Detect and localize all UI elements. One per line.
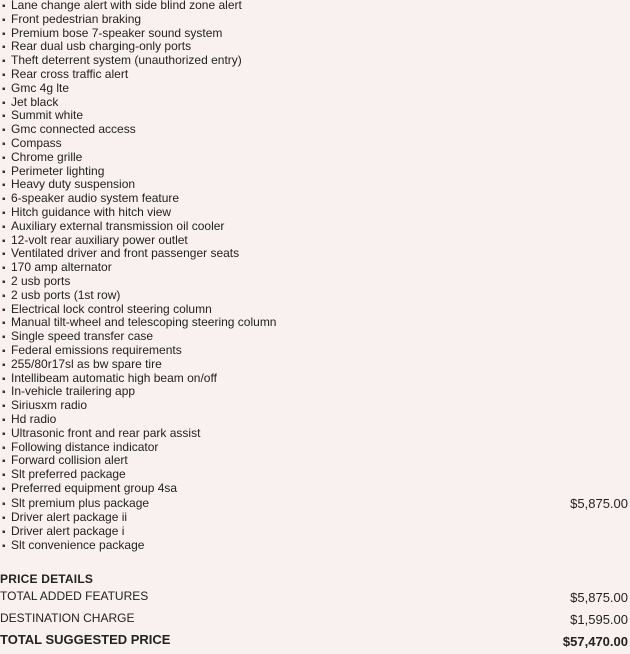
feature-label: Jet black — [11, 94, 59, 109]
feature-label: Slt convenience package — [11, 537, 145, 552]
feature-item — [2, 344, 628, 358]
feature-label: 2 usb ports — [11, 273, 71, 288]
bullet-icon: ▪ — [2, 401, 6, 413]
feature-item — [2, 192, 628, 206]
feature-label: 170 amp alternator — [11, 260, 112, 275]
bullet-icon: ▪ — [2, 111, 6, 123]
bullet-icon: ▪ — [2, 526, 6, 538]
feature-item — [2, 68, 628, 82]
feature-label: Hitch guidance with hitch view — [11, 204, 172, 219]
feature-item — [2, 123, 628, 137]
feature-item — [2, 468, 628, 482]
total-added-features-value: $5,875.00 — [570, 590, 628, 605]
feature-item — [2, 330, 628, 344]
feature-label: Hd radio — [11, 411, 57, 426]
bullet-icon: ▪ — [2, 414, 6, 426]
feature-item — [2, 399, 628, 413]
feature-label: 12-volt rear auxiliary power outlet — [11, 232, 188, 247]
bullet-icon: ▪ — [2, 263, 6, 275]
feature-label: Ventilated driver and front passenger seats — [11, 246, 240, 261]
feature-label: Lane change alert with side blind zone alert — [11, 0, 242, 12]
bullet-icon: ▪ — [2, 69, 6, 81]
bullet-icon: ▪ — [2, 138, 6, 150]
feature-item — [2, 206, 628, 220]
bullet-icon: ▪ — [2, 304, 6, 316]
feature-item — [2, 441, 628, 455]
feature-item — [2, 54, 628, 68]
bullet-icon: ▪ — [2, 276, 6, 288]
bullet-icon: ▪ — [2, 83, 6, 95]
feature-label: Chrome grille — [11, 149, 83, 164]
feature-label: 6-speaker audio system feature — [11, 191, 180, 206]
feature-label: Driver alert package i — [11, 523, 125, 538]
feature-label: Summit white — [11, 108, 84, 123]
bullet-icon: ▪ — [2, 387, 6, 399]
feature-label: Following distance indicator — [11, 439, 159, 454]
feature-item — [2, 151, 628, 165]
feature-label: Driver alert package ii — [11, 510, 128, 525]
total-suggested-price-value: $57,470.00 — [562, 634, 628, 649]
feature-item — [2, 275, 628, 289]
bullet-icon: ▪ — [2, 194, 6, 206]
feature-item — [2, 539, 628, 553]
feature-item — [2, 289, 628, 303]
feature-label: Compass — [11, 135, 62, 150]
bullet-icon: ▪ — [2, 42, 6, 54]
feature-label: Gmc 4g lte — [11, 80, 70, 95]
feature-item — [2, 165, 628, 179]
total-added-features-label: TOTAL ADDED FEATURES — [0, 589, 149, 603]
feature-label: Slt premium plus package — [11, 495, 150, 510]
bullet-icon: ▪ — [2, 56, 6, 68]
feature-label: Front pedestrian braking — [11, 11, 142, 26]
feature-item — [2, 247, 628, 261]
feature-label: Intellibeam automatic high beam on/off — [11, 370, 217, 385]
feature-label: Forward collision alert — [11, 453, 128, 468]
bullet-icon: ▪ — [2, 166, 6, 178]
feature-item — [2, 234, 628, 248]
feature-item — [2, 413, 628, 427]
feature-item — [2, 96, 628, 110]
bullet-icon: ▪ — [2, 456, 6, 468]
feature-label: Perimeter lighting — [11, 163, 105, 178]
price-details-section — [0, 572, 628, 654]
feature-label: Single speed transfer case — [11, 329, 154, 344]
feature-item — [2, 82, 628, 96]
feature-label: Rear cross traffic alert — [11, 66, 129, 81]
bullet-icon: ▪ — [2, 290, 6, 302]
feature-label: Electrical lock control steering column — [11, 301, 212, 316]
feature-item — [2, 525, 628, 539]
bullet-icon: ▪ — [2, 14, 6, 26]
feature-label: 2 usb ports (1st row) — [11, 287, 121, 302]
feature-label: Federal emissions requirements — [11, 342, 182, 357]
feature-item — [2, 316, 628, 330]
feature-item — [2, 372, 628, 386]
feature-item — [2, 511, 628, 525]
feature-label: Rear dual usb charging-only ports — [11, 39, 192, 54]
feature-item — [2, 137, 628, 151]
destination-charge-label: DESTINATION CHARGE — [0, 611, 135, 625]
bullet-icon: ▪ — [2, 373, 6, 385]
feature-label: Heavy duty suspension — [11, 177, 136, 192]
bullet-icon: ▪ — [2, 442, 6, 454]
bullet-icon: ▪ — [2, 540, 6, 552]
feature-label: Premium bose 7-speaker sound system — [11, 25, 223, 40]
feature-item — [2, 385, 628, 399]
feature-label: Manual tilt-wheel and telescoping steering column — [11, 315, 277, 330]
bullet-icon: ▪ — [2, 345, 6, 357]
bullet-icon: ▪ — [2, 332, 6, 344]
feature-label: Theft deterrent system (unauthorized entry) — [11, 53, 242, 68]
bullet-icon: ▪ — [2, 470, 6, 482]
bullet-icon: ▪ — [2, 28, 6, 40]
feature-label: Preferred equipment group 4sa — [11, 480, 178, 495]
bullet-icon: ▪ — [2, 97, 6, 109]
feature-label: Auxiliary external transmission oil cooler — [11, 218, 225, 233]
feature-label: 255/80r17sl as bw spare tire — [11, 356, 162, 371]
total-added-features-row — [0, 588, 628, 610]
feature-item — [2, 27, 628, 41]
feature-item — [2, 13, 628, 27]
price-details-heading: PRICE DETAILS — [0, 572, 94, 586]
feature-label: Ultrasonic front and rear park assist — [11, 425, 201, 440]
bullet-icon: ▪ — [2, 180, 6, 192]
total-suggested-price-label: TOTAL SUGGESTED PRICE — [0, 632, 171, 647]
feature-item — [2, 482, 628, 496]
total-suggested-price-row — [0, 632, 628, 654]
feature-label: Slt preferred package — [11, 467, 126, 482]
feature-label: Siriusxm radio — [11, 398, 88, 413]
bullet-icon: ▪ — [2, 428, 6, 440]
bullet-icon: ▪ — [2, 513, 6, 525]
feature-label: In-vehicle trailering app — [11, 384, 136, 399]
bullet-icon: ▪ — [2, 249, 6, 261]
feature-item — [2, 109, 628, 123]
bullet-icon: ▪ — [2, 498, 6, 510]
feature-item — [2, 427, 628, 441]
bullet-icon: ▪ — [2, 207, 6, 219]
bullet-icon: ▪ — [2, 125, 6, 137]
feature-item — [2, 303, 628, 317]
feature-item — [2, 358, 628, 372]
destination-charge-value: $1,595.00 — [570, 612, 628, 627]
feature-item — [2, 261, 628, 275]
feature-price: $5,875.00 — [570, 495, 628, 511]
feature-label: Gmc connected access — [11, 122, 136, 137]
bullet-icon: ▪ — [2, 235, 6, 247]
bullet-icon: ▪ — [2, 318, 6, 330]
bullet-icon: ▪ — [2, 152, 6, 164]
bullet-icon: ▪ — [2, 359, 6, 371]
feature-item — [2, 220, 628, 234]
feature-item — [2, 496, 628, 512]
bullet-icon: ▪ — [2, 1, 6, 12]
feature-list — [2, 0, 628, 553]
feature-item — [2, 454, 628, 468]
feature-item — [2, 40, 628, 54]
bullet-icon: ▪ — [2, 221, 6, 233]
destination-charge-row — [0, 610, 628, 632]
feature-item — [2, 178, 628, 192]
bullet-icon: ▪ — [2, 483, 6, 495]
